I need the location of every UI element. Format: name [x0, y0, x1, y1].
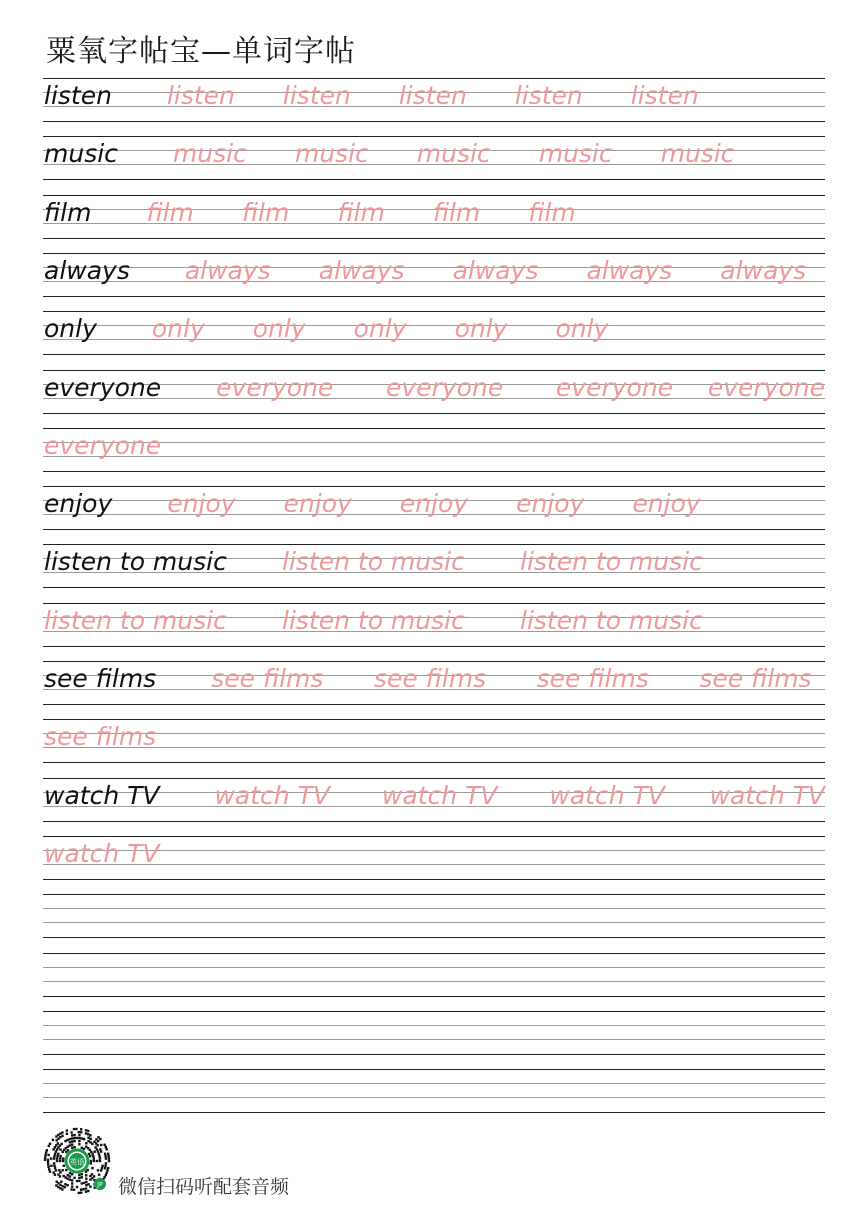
practice-row — [43, 311, 825, 355]
trace-word: see films — [373, 664, 487, 693]
trace-word: listen — [514, 81, 583, 110]
trace-word: listen — [166, 81, 235, 110]
ruling-line — [43, 1011, 825, 1012]
trace-word: always — [318, 255, 405, 285]
trace-word: only — [555, 314, 609, 344]
trace-word: listen — [282, 81, 351, 110]
trace-word: only — [151, 314, 205, 344]
model-word: always — [44, 255, 130, 285]
trace-word: everyone — [44, 430, 162, 460]
trace-word: listen to music — [520, 547, 703, 577]
qr-badge-label: 英语 — [69, 1157, 85, 1167]
ruling-line — [43, 1039, 825, 1040]
ruling-line — [43, 544, 825, 545]
practice-row — [43, 894, 825, 938]
ruling-line — [43, 967, 825, 968]
ruling-line — [43, 195, 825, 196]
ruling-line — [43, 78, 825, 79]
ruling-line — [43, 996, 825, 997]
ruling-line — [43, 719, 825, 720]
ruling-line — [43, 1083, 825, 1084]
ruling-line — [43, 370, 825, 371]
trace-word: always — [586, 255, 673, 285]
trace-word: everyone — [386, 372, 504, 402]
ruling-line — [43, 471, 825, 472]
ruling-line — [43, 1097, 825, 1098]
ruling-line — [43, 136, 825, 137]
trace-word: music — [294, 139, 369, 169]
trace-word: see films — [699, 664, 812, 693]
practice-row — [43, 78, 825, 122]
ruling-line — [43, 529, 825, 530]
practice-row — [43, 836, 825, 880]
trace-word: everyone — [707, 372, 825, 402]
practice-row — [43, 486, 825, 530]
practice-row — [43, 661, 825, 705]
trace-word: always — [452, 255, 539, 285]
ruling-line — [43, 953, 825, 954]
practice-row — [43, 1011, 825, 1055]
page-title: 粟氧字帖宝—单词字帖 — [46, 34, 356, 69]
model-word: music — [44, 139, 118, 169]
trace-word: everyone — [555, 372, 674, 402]
trace-word: listen — [630, 81, 699, 110]
trace-word: always — [720, 255, 807, 285]
trace-word: listen to music — [282, 605, 465, 635]
ruling-line — [43, 1069, 825, 1070]
practice-row — [43, 428, 825, 472]
trace-word: film — [432, 197, 481, 227]
ruling-line — [43, 879, 825, 880]
ruling-line — [43, 281, 825, 282]
trace-word: listen to music — [520, 605, 703, 635]
trace-word: listen to music — [282, 547, 465, 577]
trace-word: everyone — [216, 372, 334, 402]
ruling-line — [43, 311, 825, 312]
model-word: only — [44, 314, 97, 344]
practice-row — [43, 719, 825, 763]
ruling-line — [43, 267, 825, 268]
practice-row — [43, 195, 825, 239]
ruling-line — [43, 661, 825, 662]
trace-word: enjoy — [167, 489, 236, 519]
ruling-line — [43, 179, 825, 180]
ruling-line — [43, 428, 825, 429]
ruling-line — [43, 922, 825, 923]
trace-word: enjoy — [399, 489, 469, 519]
trace-word: see films — [536, 664, 649, 693]
ruling-line — [43, 1054, 825, 1055]
ruling-line — [43, 603, 825, 604]
ruling-line — [43, 296, 825, 297]
trace-word: film — [337, 197, 385, 227]
trace-word: always — [184, 255, 271, 285]
trace-word: see films — [44, 722, 157, 752]
ruling-line — [43, 908, 825, 909]
model-word: watch TV — [44, 780, 160, 810]
practice-row — [43, 778, 825, 822]
qr-code-icon — [42, 1126, 112, 1196]
trace-word: music — [538, 139, 613, 169]
trace-word: film — [241, 197, 290, 227]
ruling-line — [43, 778, 825, 779]
trace-word: enjoy — [516, 489, 585, 519]
ruling-line — [43, 486, 825, 487]
ruling-line — [43, 238, 825, 239]
ruling-line — [43, 587, 825, 588]
model-word: film — [44, 197, 92, 227]
practice-row — [43, 253, 825, 297]
trace-word: watch TV — [44, 838, 160, 868]
ruling-line — [43, 850, 825, 851]
model-word: see films — [44, 664, 157, 693]
ruling-line — [43, 253, 825, 254]
ruling-line — [43, 121, 825, 122]
trace-word: see films — [211, 664, 324, 693]
trace-word: only — [252, 314, 306, 344]
model-word: everyone — [44, 372, 162, 402]
ruling-line — [43, 1112, 825, 1113]
model-word: enjoy — [44, 489, 113, 519]
trace-word: watch TV — [549, 780, 665, 810]
ruling-line — [43, 747, 825, 748]
ruling-line — [43, 981, 825, 982]
trace-word: enjoy — [283, 489, 352, 519]
practice-row — [43, 370, 825, 414]
trace-word: music — [660, 139, 735, 169]
ruling-line — [43, 1025, 825, 1026]
trace-word: listen to music — [44, 605, 227, 635]
ruling-line — [43, 354, 825, 355]
trace-word: enjoy — [632, 489, 701, 519]
trace-word: music — [416, 139, 491, 169]
ruling-line — [43, 762, 825, 763]
trace-word: watch TV — [381, 780, 498, 810]
ruling-line — [43, 894, 825, 895]
practice-sheet — [43, 0, 825, 1227]
ruling-line — [43, 733, 825, 734]
trace-word: film — [146, 197, 194, 227]
practice-row — [43, 544, 825, 588]
ruling-line — [43, 704, 825, 705]
ruling-line — [43, 646, 825, 647]
model-word: listen to music — [44, 547, 227, 577]
ruling-line — [43, 937, 825, 938]
trace-word: listen — [398, 81, 467, 110]
practice-row — [43, 136, 825, 180]
trace-word: only — [353, 314, 407, 344]
ruling-line — [43, 836, 825, 837]
practice-row — [43, 1069, 825, 1113]
practice-row — [43, 603, 825, 647]
practice-row — [43, 953, 825, 997]
trace-word: only — [454, 314, 508, 344]
trace-word: watch TV — [214, 780, 330, 810]
model-word: listen — [44, 81, 112, 110]
scan-hint-text: 微信扫码听配套音频 — [118, 1176, 290, 1198]
trace-word: music — [172, 139, 247, 169]
ruling-line — [43, 413, 825, 414]
qr-corner-label: JP — [97, 1181, 103, 1189]
ruling-line — [43, 864, 825, 865]
trace-word: film — [528, 197, 576, 227]
footer — [42, 1126, 342, 1198]
ruling-line — [43, 821, 825, 822]
trace-word: watch TV — [709, 780, 825, 810]
